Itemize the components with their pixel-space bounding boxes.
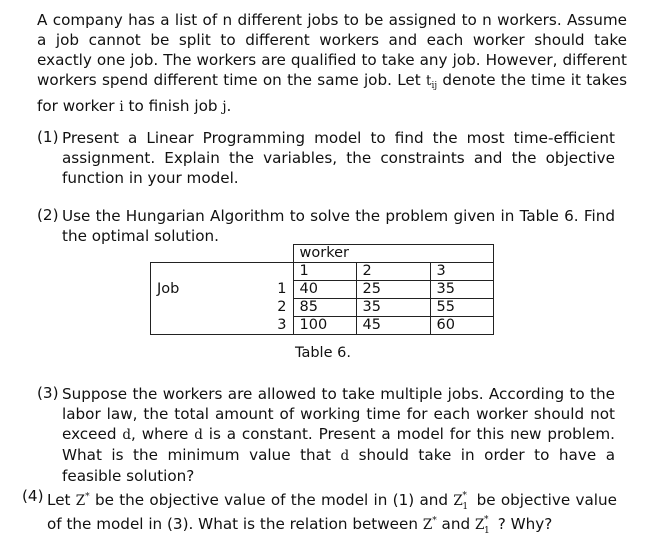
worker-id: 3 [430,263,493,281]
job-id: 2 [261,299,294,317]
intro-text: A company has a list of n different jobs to be assigned to n workers. Assume a job cannot be split to different workers and each worker should take exactly one job. The workers are qualified to take any job. However, different workers spend different time on the same job. Let [37,11,627,89]
question-2-number: (2) [37,206,59,224]
question-3-text: Suppose the workers are allowed to take multiple jobs. According to the labor law, the total amount of working time for each worker should not exceed d, where d is a constant. Present a model for this new problem. What is the minimum value that d should take in order to have a feasible solution? [62,385,616,485]
var-i: i [119,99,124,115]
worker-header: worker [293,245,493,263]
table-cell: 100 [293,317,356,335]
var-z-star: Z* [75,492,90,509]
table-cell: 40 [293,281,356,299]
job-label: Job [151,281,261,299]
table-caption: Table 6. [295,345,351,361]
table-cell: 35 [430,281,493,299]
question-2-text: Use the Hungarian Algorithm to solve the problem given in Table 6. Find the optimal solution. [62,207,615,245]
var-z1-star: Z * 1 [474,515,490,536]
var-j: j [222,99,227,115]
var-d: d [122,427,131,443]
intro-text-4: . [226,97,232,115]
intro-text-2: denote the time it takes for worker [37,71,628,115]
table-cell: 25 [356,281,430,299]
question-4-text: Let Z* be the objective value of the model in (1) and Z * 1 be objective value of the model in (3). What is the relation between Z* and Z * 1 ? Why? [47,491,617,536]
table-cell: 60 [430,317,493,335]
worker-id: 2 [356,263,430,281]
var-d: d [340,448,350,464]
question-3-number: (3) [37,384,59,402]
var-t: $t_{ij}$ [426,73,438,91]
var-z1-star: Z * 1 [453,491,469,512]
question-1-number: (1) [37,128,59,146]
job-id: 3 [261,317,294,335]
intro-text-3: to finish job [123,97,223,115]
table-row [151,281,494,299]
var-d: d [194,427,203,443]
table-6 [150,244,494,335]
worker-id: 1 [293,263,356,281]
var-z-star: Z* [422,516,437,533]
table-cell: 55 [430,299,493,317]
question-1-text: Present a Linear Programming model to find the most time-efficient assignment. Explain the variables, the constraints and the objective function in your model. [62,129,615,187]
table-row [151,317,494,335]
problem-intro [37,10,627,117]
job-id: 1 [261,281,294,299]
question-4-number: (4) [22,487,44,505]
table-cell: 45 [356,317,430,335]
table-cell: 85 [293,299,356,317]
table-row [151,299,494,317]
table-cell: 35 [356,299,430,317]
